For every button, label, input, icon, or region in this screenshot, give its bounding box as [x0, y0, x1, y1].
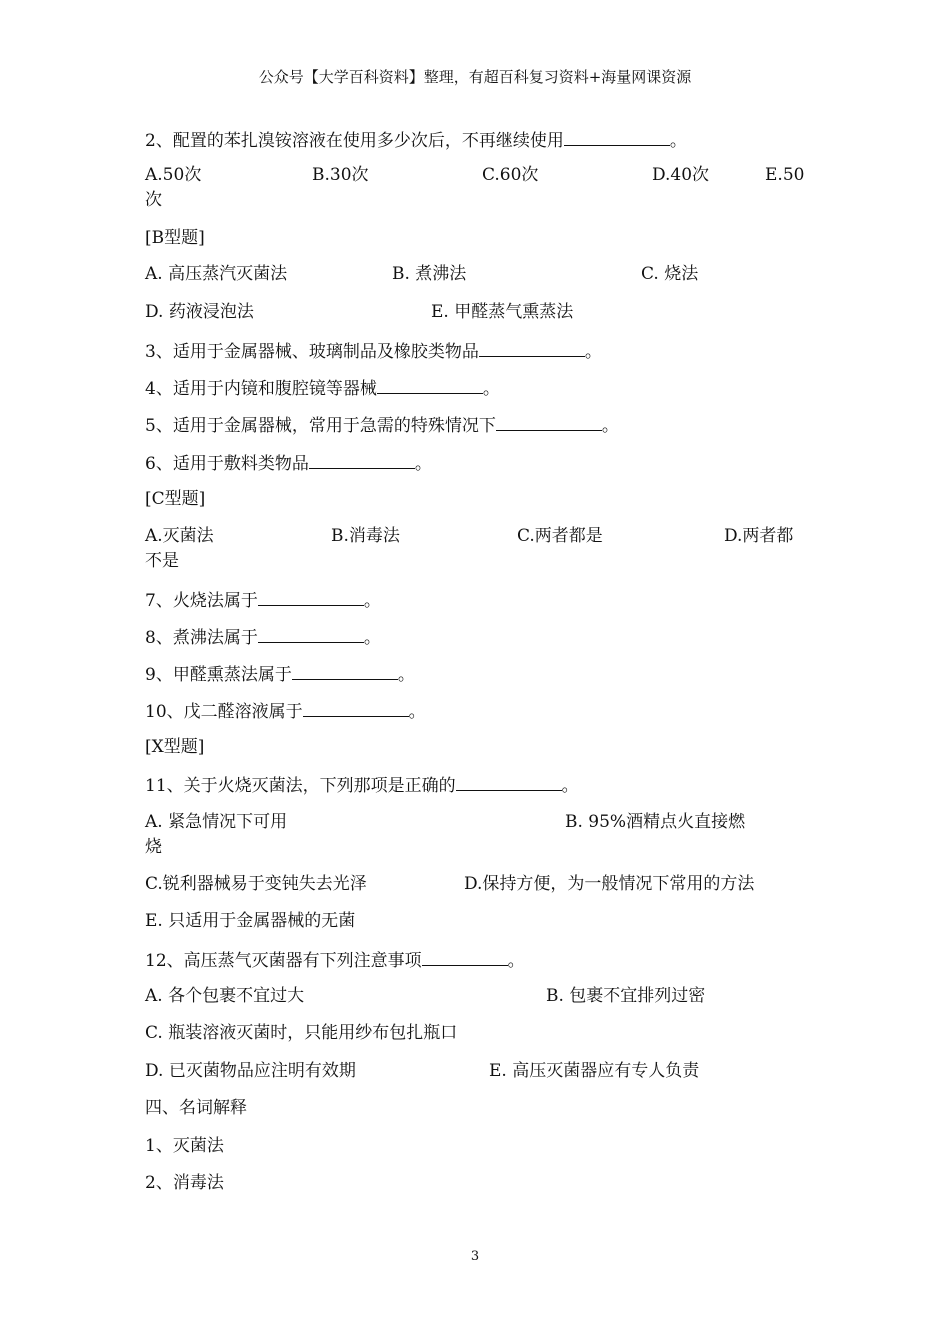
question-8-end: 。: [363, 628, 381, 648]
question-4: [145, 376, 500, 400]
b-option-d: D. 药液浸泡法: [145, 302, 254, 322]
section-x-type: [X型题]: [145, 737, 205, 757]
question-5-end: 。: [601, 416, 619, 436]
question-3-end: 。: [584, 342, 602, 362]
q12-option-c: C. 瓶装溶液灭菌时，只能用纱布包扎瓶口: [145, 1023, 458, 1043]
c-option-b: B.消毒法: [331, 526, 400, 546]
question-10-text: 10、戊二醛溶液属于: [145, 702, 303, 722]
answer-blank: [496, 413, 602, 431]
question-9-end: 。: [397, 665, 415, 685]
c-option-c: C.两者都是: [517, 526, 603, 546]
q11-option-b-wrap: 烧: [145, 837, 162, 857]
question-3-text: 3、适用于金属器械、玻璃制品及橡胶类物品: [145, 342, 479, 362]
question-6-text: 6、适用于敷料类物品: [145, 454, 309, 474]
section-c-type: [C型题]: [145, 489, 206, 509]
page-header: 公众号【大学百科资料】整理，有超百科复习资料+海量网课资源: [258, 68, 692, 86]
question-12: [145, 948, 525, 972]
question-7: [145, 588, 381, 612]
question-9-text: 9、甲醛熏蒸法属于: [145, 665, 292, 685]
q12-option-d: D. 已灭菌物品应注明有效期: [145, 1061, 356, 1081]
answer-blank: [564, 128, 670, 146]
answer-blank: [292, 662, 398, 680]
question-10-end: 。: [408, 702, 426, 722]
question-11: [145, 773, 579, 797]
c-option-d: D.两者都: [724, 526, 794, 546]
question-10: [145, 699, 426, 723]
question-9: [145, 662, 415, 686]
q2-option-a: A.50次: [145, 165, 202, 185]
answer-blank: [309, 451, 415, 469]
answer-blank: [258, 588, 364, 606]
question-5: [145, 413, 619, 437]
b-option-a: A. 高压蒸汽灭菌法: [145, 264, 288, 284]
answer-blank: [377, 376, 483, 394]
question-4-end: 。: [482, 379, 500, 399]
term-1: 1、灭菌法: [145, 1136, 224, 1156]
question-7-text: 7、火烧法属于: [145, 591, 258, 611]
question-11-end: 。: [561, 776, 579, 796]
q11-option-d: D.保持方便，为一般情况下常用的方法: [464, 874, 755, 894]
question-7-end: 。: [363, 591, 381, 611]
question-6-end: 。: [414, 454, 432, 474]
b-option-c: C. 烧法: [641, 264, 699, 284]
q12-option-e: E. 高压灭菌器应有专人负责: [489, 1061, 700, 1081]
q2-option-c: C.60次: [482, 165, 539, 185]
b-option-b: B. 煮沸法: [392, 264, 467, 284]
q12-option-a: A. 各个包裹不宜过大: [145, 986, 305, 1006]
q2-option-e-wrap: 次: [145, 190, 162, 210]
q2-option-e: E.50: [765, 165, 805, 185]
question-3: [145, 339, 602, 363]
answer-blank: [422, 948, 508, 966]
q12-option-b: B. 包裹不宜排列过密: [546, 986, 706, 1006]
b-option-e: E. 甲醛蒸气熏蒸法: [431, 302, 574, 322]
question-5-text: 5、适用于金属器械，常用于急需的特殊情况下: [145, 416, 496, 436]
question-4-text: 4、适用于内镜和腹腔镜等器械: [145, 379, 377, 399]
q11-option-e: E. 只适用于金属器械的无菌: [145, 911, 356, 931]
c-option-a: A.灭菌法: [145, 526, 214, 546]
section-4-heading: 四、名词解释: [145, 1098, 247, 1118]
q11-option-b: B. 95%酒精点火直接燃: [565, 812, 746, 832]
page-number: 3: [470, 1249, 480, 1264]
question-2: [145, 128, 687, 152]
question-2-end: 。: [669, 131, 687, 151]
term-2: 2、消毒法: [145, 1173, 224, 1193]
q2-option-d: D.40次: [652, 165, 710, 185]
question-12-text: 12、高压蒸气灭菌器有下列注意事项: [145, 951, 422, 971]
question-6: [145, 451, 432, 475]
c-option-d-wrap: 不是: [145, 551, 179, 571]
answer-blank: [303, 699, 409, 717]
answer-blank: [258, 625, 364, 643]
question-11-text: 11、关于火烧灭菌法，下列那项是正确的: [145, 776, 456, 796]
answer-blank: [479, 339, 585, 357]
q11-option-c: C.锐利器械易于变钝失去光泽: [145, 874, 367, 894]
q2-option-b: B.30次: [312, 165, 369, 185]
question-8: [145, 625, 381, 649]
q11-option-a: A. 紧急情况下可用: [145, 812, 288, 832]
question-2-text: 2、配置的苯扎溴铵溶液在使用多少次后，不再继续使用: [145, 131, 564, 151]
question-12-end: 。: [507, 951, 525, 971]
answer-blank: [456, 773, 562, 791]
section-b-type: [B型题]: [145, 228, 205, 248]
question-8-text: 8、煮沸法属于: [145, 628, 258, 648]
